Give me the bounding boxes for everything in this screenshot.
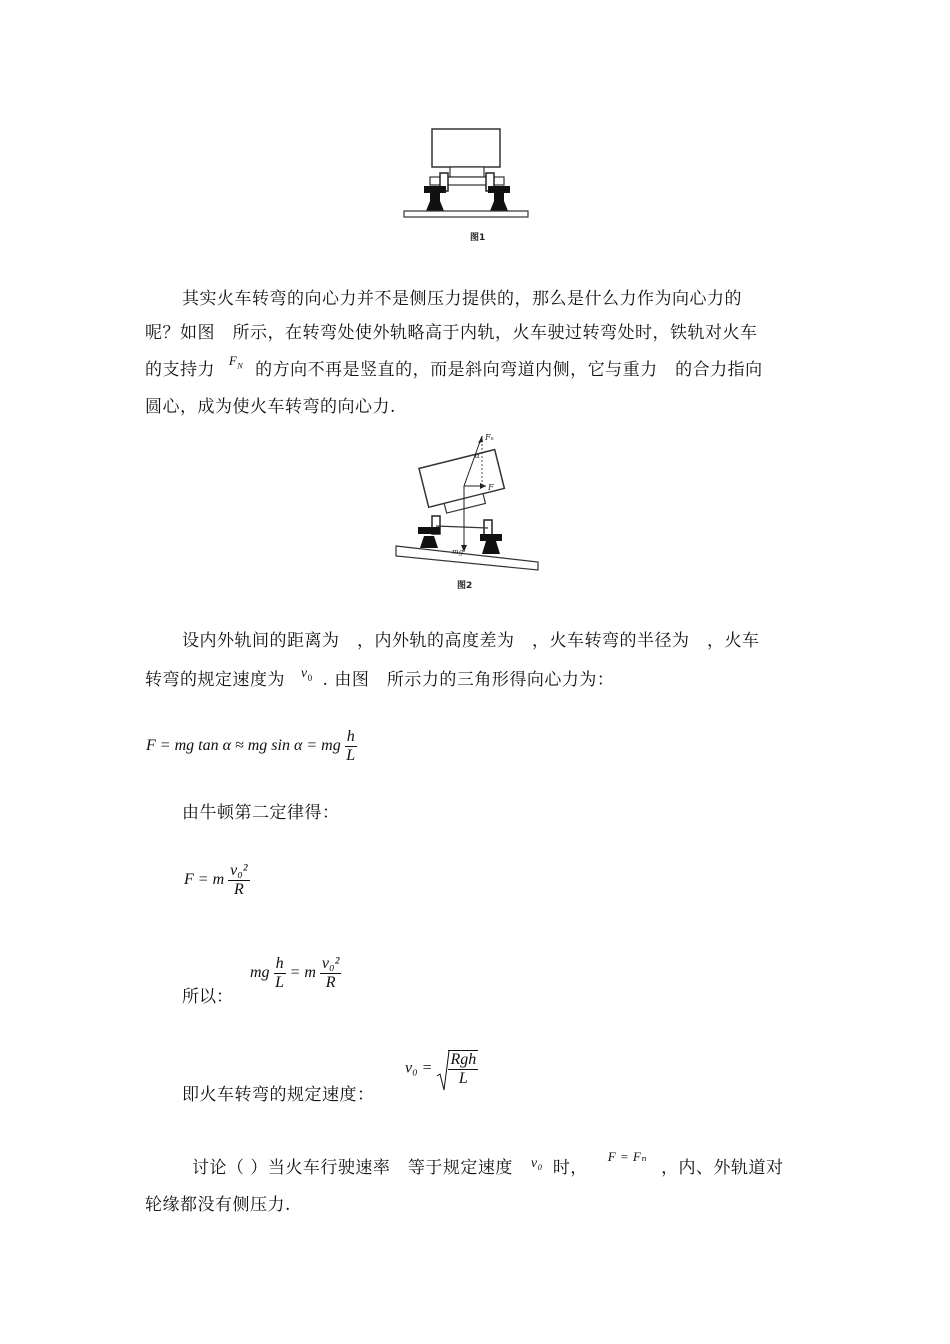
banked-track — [396, 546, 538, 570]
equation-centripetal-force: F = mg tan α ≈ mg sin α = mg $\frac{h}{L}$ — [146, 728, 356, 764]
figure-2-caption: 图2 — [457, 581, 473, 591]
equation-newton-second-law: F = m $\frac{\text{v₀²}}{R}$ — [184, 862, 248, 898]
fn-symbol: FN — [228, 353, 244, 371]
ground — [404, 211, 528, 217]
speed-label: 即火车转弯的规定速度： — [182, 1085, 375, 1105]
paragraph-2: 设内外轨间的距离为 ，内外轨的高度差为 ，火车转弯的半径为 ，火车 转弯的规定速度为 $^{v_0}$ . 由图 所示力的三角形得向心力为： — [145, 631, 760, 690]
train-body — [432, 129, 500, 167]
discussion-paragraph: 讨论（ ）当火车行驶速率 等于规定速度 $^{v_0}$ 时， $^{F = F_n}$ ，内、外轨道对 轮缘都没有侧压力. — [145, 1149, 784, 1215]
figure-1-caption: 图1 — [470, 233, 486, 243]
label-f: F — [488, 483, 494, 492]
label-fn: Fₙ — [485, 433, 494, 442]
label-mg: mg — [452, 548, 464, 556]
f-equals-fn: F = Fₙ — [607, 1149, 648, 1164]
equation-balance: mg $\frac{h}{L}$ = m $\frac{\text{v₀²}}{R}$ — [250, 955, 340, 991]
right-rail — [490, 201, 508, 211]
v0-symbol-discussion: v₀ — [530, 1156, 543, 1171]
newton-law-text: 由牛顿第二定律得： — [182, 803, 340, 823]
figure-2-force-diagram — [392, 428, 542, 593]
left-rail — [426, 201, 444, 211]
paragraph-1: 其实火车转弯的向心力并不是侧压力提供的，那么是什么力作为向心力的 呢？如图 所示，在转弯处使外轨略高于内轨，火车驶过转弯处时，铁轨对火车 的支持力 $^{F_N}$ 的方向不再是竖直的，而是斜向弯道内侧，它与重力 的合力指向 圆心，成为使火车转弯的向心力. — [145, 289, 763, 417]
so-label: 所以： — [182, 987, 233, 1007]
equation-rated-speed: v₀ = $\frac{\text{Rgh}}{L}$ — [405, 1050, 478, 1088]
figure-1-train-diagram — [400, 125, 535, 245]
label-alpha: α — [475, 452, 480, 460]
v0-symbol: v0 — [300, 666, 313, 683]
